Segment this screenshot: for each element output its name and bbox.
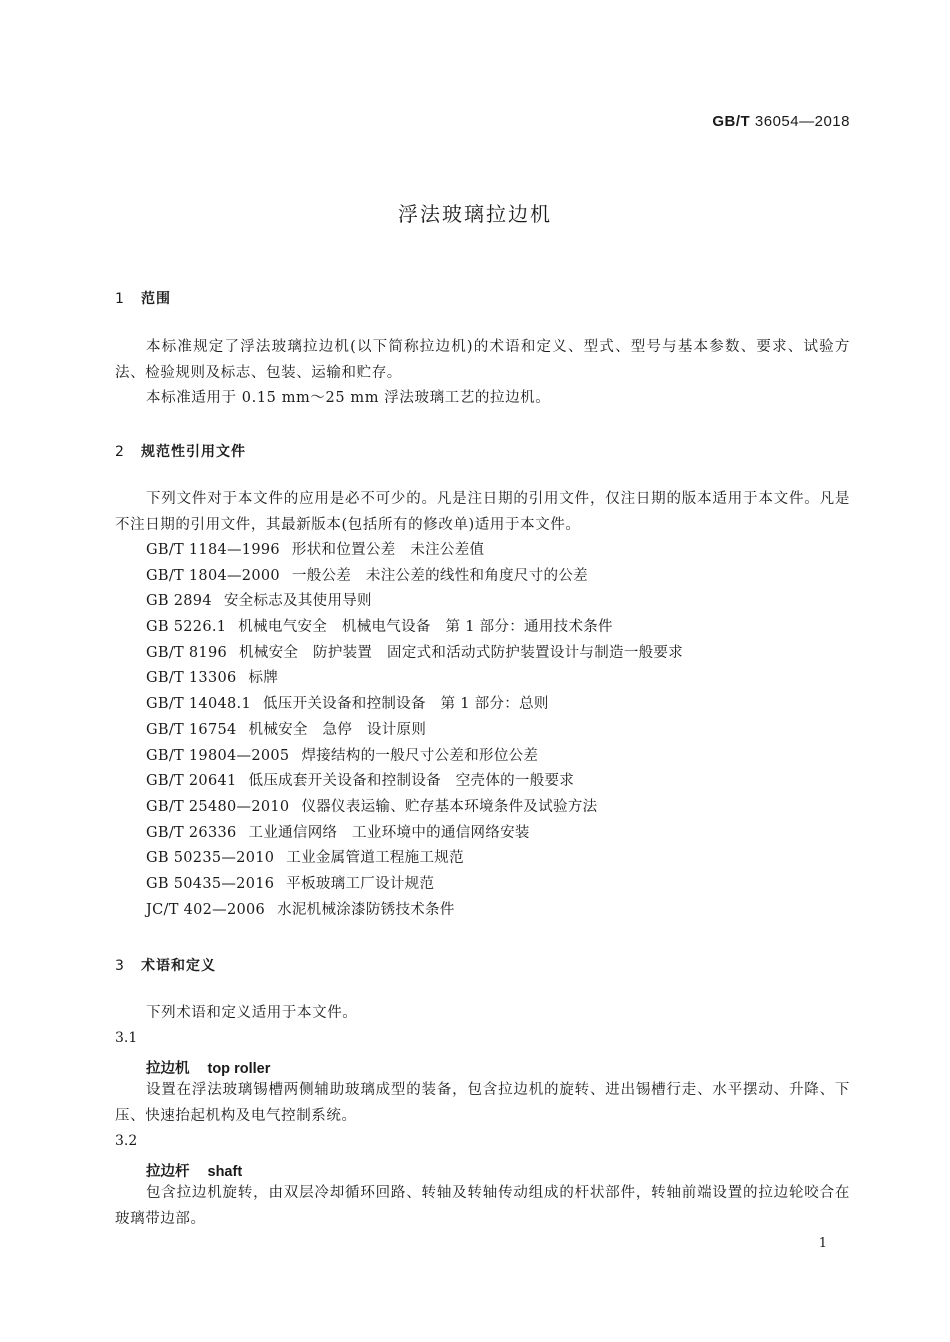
reference-code: GB/T 26336 bbox=[146, 824, 237, 841]
reference-code: GB/T 13306 bbox=[146, 670, 237, 687]
refs-intro-paragraph: 下列文件对于本文件的应用是必不可少的。凡是注日期的引用文件，仅注日期的版本适用于本文件。凡是不注日期的引用文件，其最新版本(包括所有的修改单)适用于本文件。 bbox=[115, 491, 850, 533]
reference-item bbox=[146, 744, 683, 770]
reference-title: 平板玻璃工厂设计规范 bbox=[286, 875, 435, 892]
reference-item bbox=[146, 564, 683, 590]
reference-code: GB/T 14048.1 bbox=[146, 696, 251, 713]
standard-code bbox=[712, 113, 850, 130]
term-definition: 设置在浮法玻璃锡槽两侧辅助玻璃成型的装备，包含拉边机的旋转、进出锡槽行走、水平摆动、升降、下压、快速抬起机构及电气控制系统。 bbox=[115, 1082, 850, 1124]
reference-item bbox=[146, 641, 683, 667]
reference-code: GB 2894 bbox=[146, 593, 212, 610]
reference-code: GB/T 1804—2000 bbox=[146, 567, 280, 584]
reference-code: JC/T 402—2006 bbox=[146, 901, 266, 918]
reference-title: 机械电气安全 机械电气设备 第 1 部分：通用技术条件 bbox=[238, 619, 613, 636]
reference-title: 工业通信网络 工业环境中的通信网络安装 bbox=[248, 824, 530, 841]
scope-paragraph-2: 本标准适用于 0.15 mm～25 mm 浮法玻璃工艺的拉边机。 bbox=[146, 390, 551, 406]
terms-intro-paragraph: 下列术语和定义适用于本文件。 bbox=[146, 1005, 358, 1021]
reference-code: GB 50435—2016 bbox=[146, 875, 275, 892]
section-number: 3 bbox=[115, 958, 125, 974]
section-title: 范围 bbox=[141, 291, 171, 307]
section-heading-scope bbox=[115, 288, 171, 308]
reference-item bbox=[146, 666, 683, 692]
reference-title: 仪器仪表运输、贮存基本环境条件及试验方法 bbox=[301, 798, 598, 815]
reference-title: 工业金属管道工程施工规范 bbox=[286, 850, 464, 867]
section-number: 2 bbox=[115, 444, 125, 460]
reference-code: GB 5226.1 bbox=[146, 619, 227, 636]
reference-code: GB/T 19804—2005 bbox=[146, 747, 290, 764]
term-number: 3.1 bbox=[115, 1030, 138, 1046]
term-name-en: top roller bbox=[207, 1061, 271, 1077]
term-name-en: shaft bbox=[207, 1164, 243, 1180]
reference-item bbox=[146, 795, 683, 821]
reference-item bbox=[146, 692, 683, 718]
term-name bbox=[146, 1057, 270, 1078]
reference-code: GB 50235—2010 bbox=[146, 850, 275, 867]
reference-title: 形状和位置公差 未注公差值 bbox=[291, 542, 485, 558]
section-heading-refs bbox=[115, 441, 246, 461]
reference-item bbox=[146, 846, 683, 872]
reference-item bbox=[146, 615, 683, 641]
term-definition: 包含拉边机旋转，由双层冷却循环回路、转轴及转轴传动组成的杆状部件，转轴前端设置的拉边轮咬合在玻璃带边部。 bbox=[115, 1185, 850, 1227]
section-title: 术语和定义 bbox=[141, 958, 216, 974]
reference-title: 安全标志及其使用导则 bbox=[223, 593, 372, 610]
reference-title: 标牌 bbox=[248, 670, 279, 687]
section-number: 1 bbox=[115, 291, 125, 307]
section-heading-terms bbox=[115, 955, 216, 975]
section-title: 规范性引用文件 bbox=[141, 444, 246, 460]
term-name-zh: 拉边机 bbox=[146, 1061, 190, 1077]
reference-title: 低压成套开关设备和控制设备 空壳体的一般要求 bbox=[248, 773, 575, 790]
document-title: 浮法玻璃拉边机 bbox=[398, 202, 552, 226]
reference-title: 一般公差 未注公差的线性和角度尺寸的公差 bbox=[291, 567, 588, 584]
reference-code: GB/T 8196 bbox=[146, 644, 228, 661]
term-name-zh: 拉边杆 bbox=[146, 1164, 190, 1180]
reference-title: 焊接结构的一般尺寸公差和形位公差 bbox=[301, 747, 539, 764]
reference-item bbox=[146, 538, 683, 564]
reference-code: GB/T 16754 bbox=[146, 721, 237, 738]
reference-item bbox=[146, 872, 683, 898]
reference-title: 低压开关设备和控制设备 第 1 部分：总则 bbox=[262, 696, 549, 713]
reference-title: 机械安全 防护装置 固定式和活动式防护装置设计与制造一般要求 bbox=[239, 644, 684, 661]
reference-item bbox=[146, 769, 683, 795]
reference-code: GB/T 20641 bbox=[146, 773, 237, 790]
term-name bbox=[146, 1160, 242, 1181]
reference-list bbox=[146, 538, 683, 923]
scope-paragraph-1: 本标准规定了浮法玻璃拉边机(以下简称拉边机)的术语和定义、型式、型号与基本参数、要求、试验方法、检验规则及标志、包装、运输和贮存。 bbox=[115, 339, 850, 381]
term-number: 3.2 bbox=[115, 1133, 138, 1149]
reference-item bbox=[146, 718, 683, 744]
standard-number: 36054—2018 bbox=[754, 113, 850, 130]
reference-item bbox=[146, 821, 683, 847]
page-number: 1 bbox=[818, 1236, 827, 1251]
reference-title: 水泥机械涂漆防锈技术条件 bbox=[277, 901, 455, 918]
reference-item bbox=[146, 898, 683, 924]
reference-code: GB/T 25480—2010 bbox=[146, 798, 290, 815]
reference-code: GB/T 1184—1996 bbox=[146, 542, 280, 558]
standard-prefix: GB/T bbox=[712, 113, 751, 130]
reference-title: 机械安全 急停 设计原则 bbox=[248, 721, 427, 738]
reference-item bbox=[146, 589, 683, 615]
